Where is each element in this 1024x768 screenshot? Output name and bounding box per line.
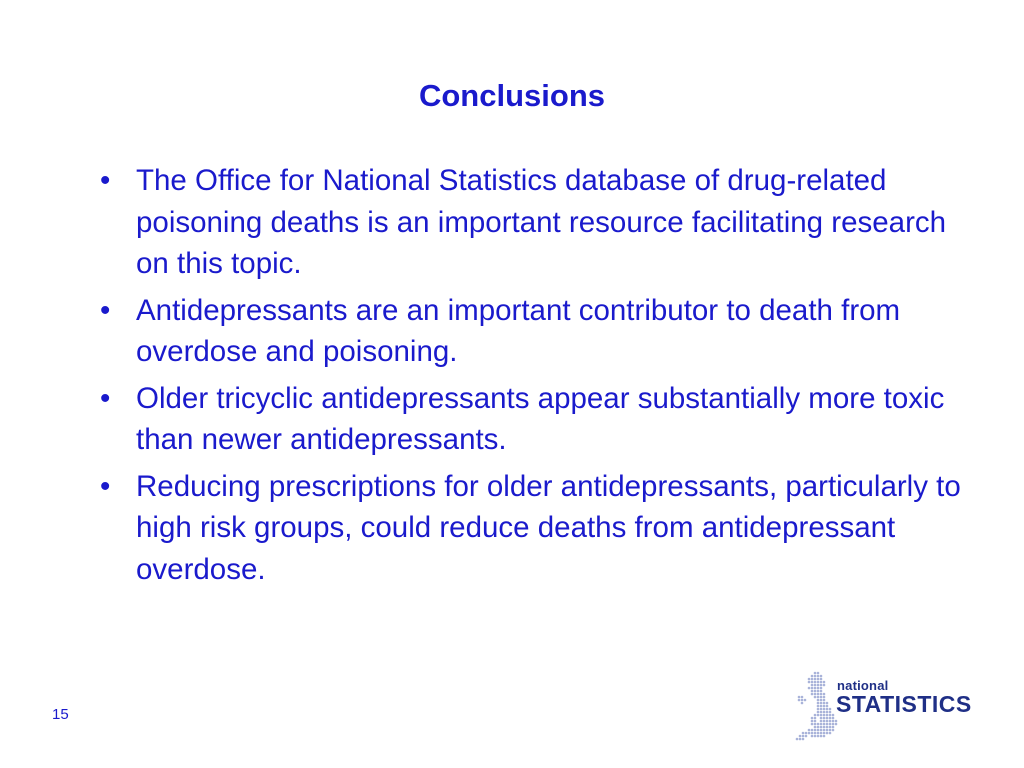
logo-text-national: national [837, 678, 889, 693]
bullet-text: Reducing prescriptions for older antidepressants, particularly to high risk groups, could reduce deaths from antidepressant overdose. [136, 469, 961, 586]
bullet-marker: • [100, 381, 111, 415]
bullet-item [95, 160, 965, 285]
bullet-item [95, 290, 965, 373]
bullet-item [95, 466, 965, 591]
logo-text-statistics: STATISTICS [836, 691, 972, 717]
bullet-text: Older tricyclic antidepressants appear substantially more toxic than newer antidepressants. [136, 381, 945, 456]
bullet-marker: • [100, 469, 111, 503]
bullet-list [95, 160, 965, 595]
bullet-text: Antidepressants are an important contributor to death from overdose and poisoning. [136, 293, 901, 368]
national-statistics-logo [793, 668, 985, 750]
page-number: 15 [52, 706, 69, 723]
bullet-text: The Office for National Statistics database of drug-related poisoning deaths is an important resource facilitating research on this topic. [136, 164, 947, 280]
slide-title: Conclusions [418, 78, 605, 113]
bullet-marker: • [100, 164, 111, 197]
bullet-marker: • [100, 293, 111, 327]
bullet-item [95, 378, 965, 461]
